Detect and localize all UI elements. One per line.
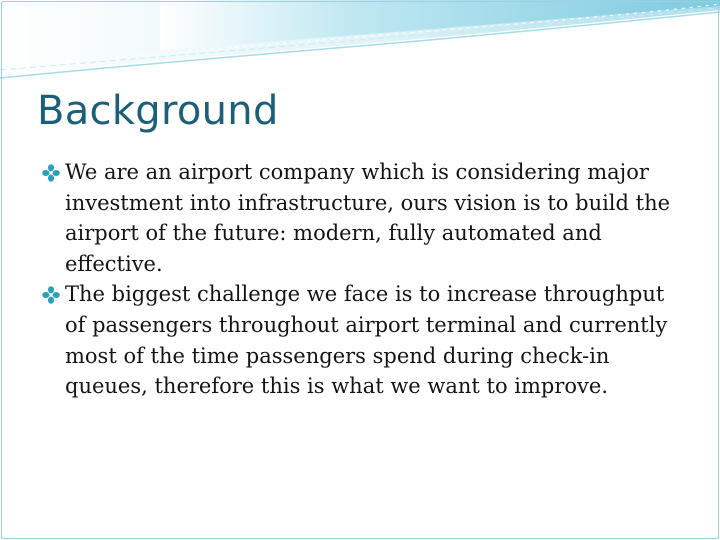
bullet-item (40, 157, 690, 279)
bullet-item (40, 279, 690, 401)
bullet-text: The biggest challenge we face is to increase throughput of passengers throughout airport terminal and currently most of the time passengers spend during check-in queues, therefore this is what we want to improve. (65, 282, 668, 399)
four-leaf-diamond-bullet-icon (41, 163, 61, 183)
bullet-text: We are an airport company which is considering major investment into infrastructure, ours vision is to build the airport of the future: modern, fully automated and effective. (65, 160, 671, 276)
four-leaf-diamond-bullet-icon (41, 285, 61, 305)
slide-title: Background (37, 88, 279, 134)
bullet-list (40, 157, 690, 402)
header-wave-decoration (0, 0, 720, 90)
